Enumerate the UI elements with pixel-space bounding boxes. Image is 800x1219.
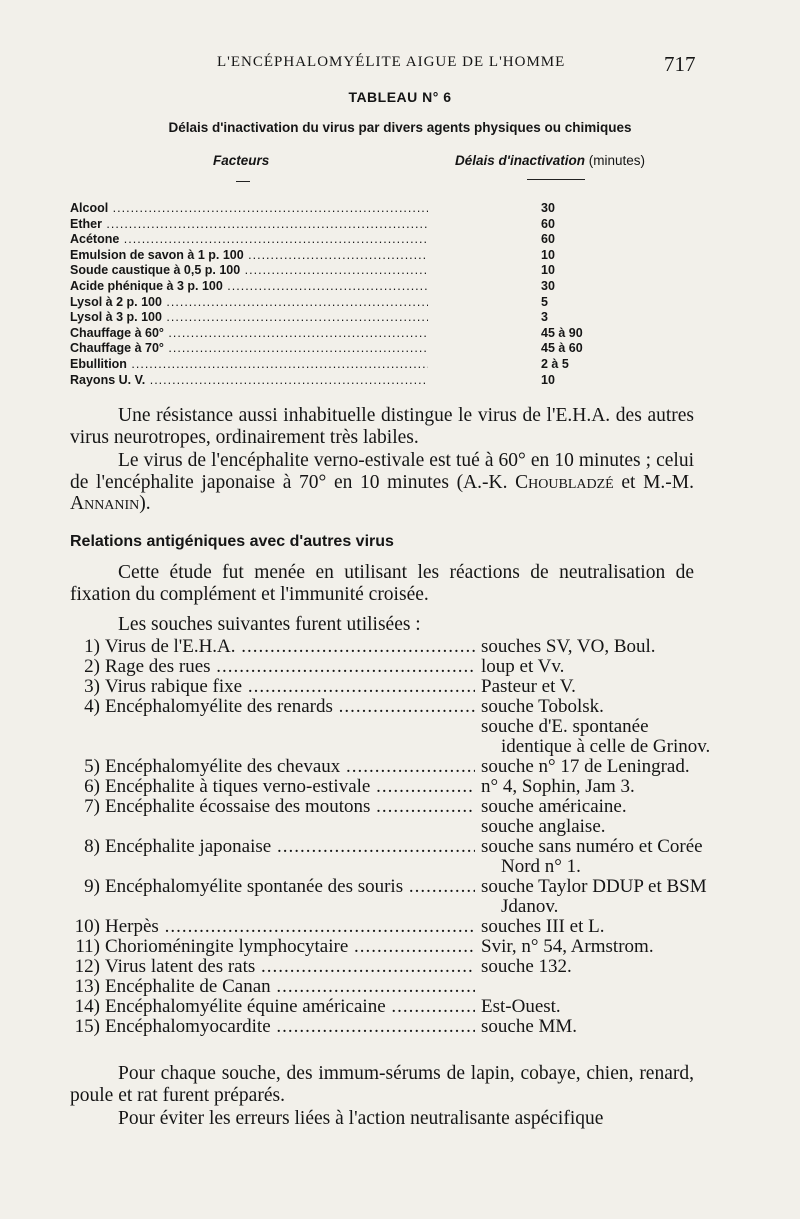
strain-name: Svir, n° 54, Armstrom. — [481, 936, 654, 957]
paragraph-resistance: Une résistance aussi inhabituelle distingue le virus de l'E.H.A. des autres virus neurotropes, ordinairement très labiles. — [70, 405, 694, 448]
list-item — [70, 657, 700, 677]
table-row — [70, 373, 630, 389]
virus-name: Encéphalomyélite équine américaine ..... — [105, 997, 475, 1017]
inactivation-table — [70, 201, 630, 388]
virus-name: Virus de l'E.H.A. ..... — [105, 637, 475, 657]
column-rule-factors — [236, 181, 250, 182]
list-item — [70, 817, 700, 837]
table-row — [70, 232, 630, 248]
author-name: Annanin — [70, 493, 140, 514]
delay-cell: 30 — [541, 201, 555, 215]
strain-name: souche 132. — [481, 956, 572, 977]
item-number: 10) — [74, 916, 100, 937]
virus-name: Rage des rues ..... — [105, 657, 475, 677]
virus-name: Encéphalomyélite des chevaux ..... — [105, 757, 475, 777]
list-item — [70, 697, 700, 717]
column-header-delay-label: Délais d'inactivation — [455, 153, 585, 168]
author-name: Choubladzé — [515, 471, 614, 493]
paragraph-temperatures-text-a: Le virus de l'encéphalite verno-estivale est tué à 60° en 10 minutes ; celui de l'encéphalite japonaise à 70° en 10 minutes (A.-K. — [70, 450, 694, 493]
factor-cell: Chauffage à 70° ..... — [70, 341, 428, 357]
strain-name: souche américaine. — [481, 796, 627, 817]
table-title: TABLEAU N° 6 — [348, 89, 452, 105]
list-item — [70, 876, 707, 917]
list-item — [70, 677, 700, 697]
delay-cell: 10 — [541, 247, 555, 262]
strain-name: souche MM. — [481, 1016, 578, 1037]
strain-name: souches III et L. — [481, 916, 605, 937]
column-rule-delay — [527, 179, 585, 180]
strain-name: souches SV, VO, Boul. — [481, 636, 656, 657]
virus-name: Chorioméningite lymphocytaire ..... — [105, 937, 475, 957]
delay-cell: 30 — [541, 278, 555, 293]
list-item — [70, 1017, 700, 1037]
delay-cell: 10 — [541, 372, 555, 387]
list-item — [70, 637, 700, 657]
virus-name: Encéphalite japonaise ..... — [105, 837, 475, 857]
paragraph-errors: Pour éviter les erreurs liées à l'action neutralisante aspécifique — [118, 1108, 604, 1129]
strain-name: souche Tobolsk. — [481, 696, 604, 717]
factor-cell: Acétone ..... — [70, 232, 428, 248]
table-row — [70, 248, 630, 264]
paragraph-strains-intro: Les souches suivantes furent utilisées : — [118, 614, 421, 635]
running-title: L'ENCÉPHALOMYÉLITE AIGUE DE L'HOMME — [217, 54, 566, 70]
virus-name: Encéphalomyélite spontanée des souris ..... — [105, 877, 475, 897]
delay-cell: 3 — [541, 310, 548, 325]
virus-name: Virus latent des rats ..... — [105, 957, 475, 977]
strain-name — [481, 977, 720, 997]
factor-cell: Rayons U. V. ..... — [70, 373, 428, 389]
list-item — [70, 836, 703, 877]
delay-cell: 5 — [541, 294, 548, 309]
list-item — [70, 957, 700, 977]
list-item — [70, 917, 700, 937]
item-number: 5) — [84, 756, 100, 777]
strain-name: souche d'E. spontanée identique à celle de Grinov. — [481, 716, 711, 757]
item-number: 2) — [84, 656, 100, 677]
item-number: 12) — [74, 956, 100, 977]
page-number: 717 — [664, 52, 696, 76]
table-row — [70, 279, 630, 295]
delay-cell: 45 à 90 — [541, 325, 583, 340]
strain-name: n° 4, Sophin, Jam 3. — [481, 776, 635, 797]
table-row — [70, 310, 630, 326]
table-caption: Délais d'inactivation du virus par divers agents physiques ou chimiques — [168, 120, 632, 135]
item-number: 9) — [84, 876, 100, 897]
factor-cell: Alcool ..... — [70, 201, 428, 217]
factor-cell: Ebullition ..... — [70, 357, 428, 373]
item-number: 7) — [84, 796, 100, 817]
strain-name: Est-Ouest. — [481, 996, 561, 1017]
item-number: 6) — [84, 776, 100, 797]
virus-name: Virus rabique fixe ..... — [105, 677, 475, 697]
factor-cell: Chauffage à 60° ..... — [70, 326, 428, 342]
item-number: 15) — [74, 1016, 100, 1037]
factor-cell: Lysol à 3 p. 100 ..... — [70, 310, 428, 326]
list-item — [70, 716, 711, 757]
factor-cell: Soude caustique à 0,5 p. 100 ..... — [70, 263, 428, 279]
virus-name: Encéphalomyocardite ..... — [105, 1017, 475, 1037]
list-item — [70, 977, 700, 997]
running-head — [0, 52, 800, 76]
delay-cell: 2 à 5 — [541, 356, 569, 371]
item-number: 8) — [84, 836, 100, 857]
virus-name: Encéphalite de Canan ..... — [105, 977, 475, 997]
strain-name: souche sans numéro et Corée Nord n° 1. — [481, 836, 703, 877]
table-row — [70, 341, 630, 357]
column-header-delay-unit: (minutes) — [588, 153, 646, 168]
factor-cell: Lysol à 2 p. 100 ..... — [70, 295, 428, 311]
strain-name: souche n° 17 de Leningrad. — [481, 756, 690, 777]
paragraph-temperatures-text-c: ). — [139, 493, 151, 514]
paragraph-temperatures — [70, 450, 694, 515]
virus-name: Encéphalomyélite des renards ..... — [105, 697, 475, 717]
strain-name: loup et Vv. — [481, 656, 565, 677]
virus-name: Encéphalite à tiques verno-estivale ..... — [105, 777, 475, 797]
list-item — [70, 997, 700, 1017]
list-item — [70, 757, 700, 777]
item-number: 4) — [84, 696, 100, 717]
table-row — [70, 201, 630, 217]
factor-cell: Ether ..... — [70, 217, 428, 233]
virus-name: Encéphalite écossaise des moutons ..... — [105, 797, 475, 817]
paragraph-temperatures-text-b: et M.-M. — [613, 471, 695, 493]
column-header-factors: Facteurs — [213, 153, 270, 168]
delay-cell: 60 — [541, 232, 555, 247]
item-number: 3) — [84, 676, 100, 697]
paragraph-study: Cette étude fut menée en utilisant les réactions de neutralisation de fixation du complément et l'immunité croisée. — [70, 562, 694, 605]
table-row — [70, 217, 630, 233]
list-item — [70, 797, 700, 817]
table-row — [70, 326, 630, 342]
strain-name: souche Taylor DDUP et BSM Jdanov. — [481, 876, 707, 917]
table-row — [70, 357, 630, 373]
section-heading: Relations antigéniques avec d'autres virus — [70, 533, 394, 550]
paragraph-sera: Pour chaque souche, des immum-sérums de lapin, cobaye, chien, renard, poule et rat furent préparés. — [70, 1063, 694, 1106]
delay-cell: 60 — [541, 216, 555, 231]
table-row — [70, 263, 630, 279]
factor-cell: Acide phénique à 3 p. 100 ..... — [70, 279, 428, 295]
column-header-delay — [455, 153, 645, 168]
list-item — [70, 777, 700, 797]
item-number: 13) — [74, 976, 100, 997]
virus-name: Herpès ..... — [105, 917, 475, 937]
factor-cell: Emulsion de savon à 1 p. 100 ..... — [70, 248, 428, 264]
strain-name: souche anglaise. — [481, 816, 606, 837]
item-number: 1) — [84, 636, 100, 657]
item-number: 11) — [75, 936, 100, 957]
delay-cell: 45 à 60 — [541, 341, 583, 356]
delay-cell: 10 — [541, 263, 555, 278]
item-number: 14) — [74, 996, 100, 1017]
list-item — [70, 937, 700, 957]
strains-list — [70, 636, 711, 1037]
table-row — [70, 295, 630, 311]
strain-name: Pasteur et V. — [481, 676, 576, 697]
